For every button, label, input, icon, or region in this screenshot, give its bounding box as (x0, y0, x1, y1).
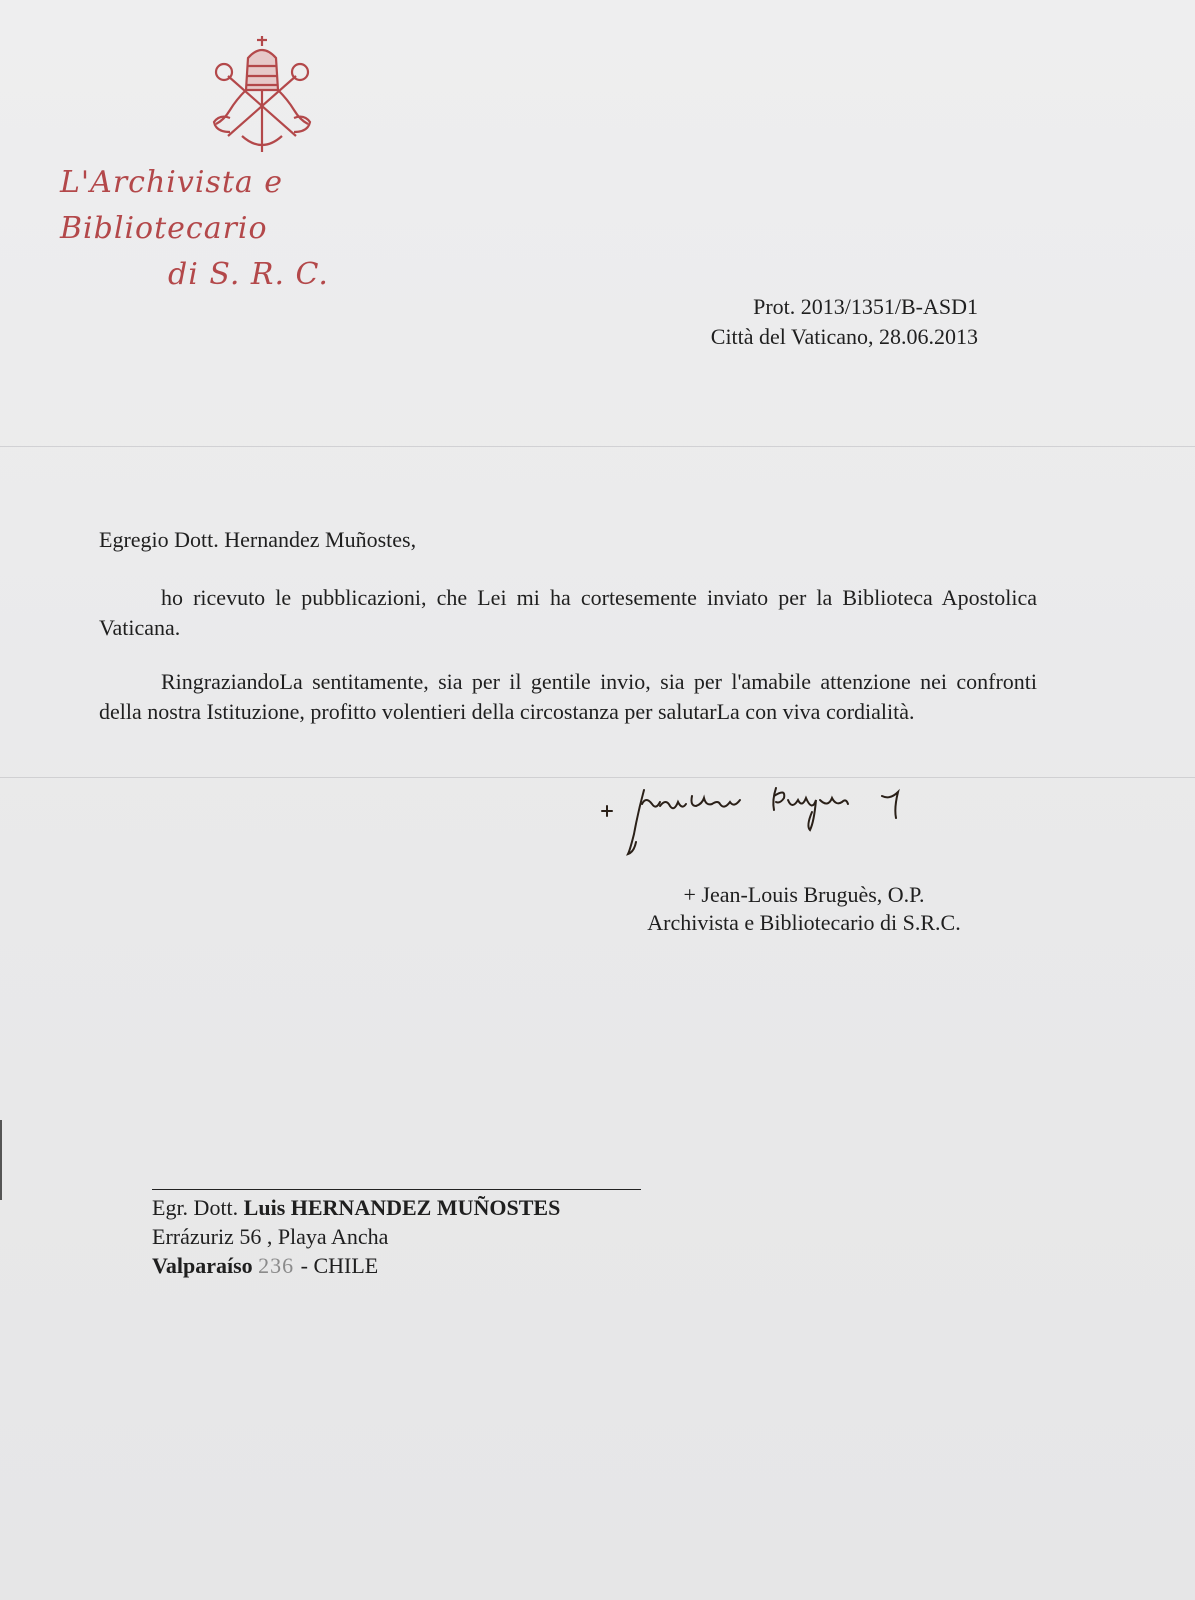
recipient-city-line (152, 1251, 560, 1280)
scan-edge-mark (0, 1120, 2, 1200)
place-date: Città del Vaticano, 28.06.2013 (710, 324, 978, 349)
recipient-city: Valparaíso (152, 1253, 253, 1278)
reference-block (600, 292, 978, 352)
protocol-number: Prot. 2013/1351/B-ASD1 (753, 294, 978, 319)
paper-fold-line (0, 777, 1195, 778)
papal-tiara-crossed-keys-icon (196, 28, 326, 158)
signer-block (604, 881, 1004, 937)
paper-fold-line (0, 446, 1195, 447)
letterhead-line-2: di S. R. C. (168, 257, 329, 292)
body-paragraph: ho ricevuto le pubblicazioni, che Lei mi ha cortesemente inviato per la Biblioteca Apostolica Vaticana. (99, 585, 1037, 640)
salutation: Egregio Dott. Hernandez Muñostes, (99, 527, 417, 552)
letterhead-line-1: L'Archivista e Bibliotecario (60, 165, 284, 246)
body-paragraph: RingraziandoLa sentitamente, sia per il gentile invio, sia per l'amabile attenzione nei confronti della nostra Istituzione, profitto volentieri della circostanza per salutarLa con viva cordialità. (99, 669, 1037, 724)
recipient-address (152, 1193, 560, 1280)
handwritten-signature (600, 782, 920, 882)
letterhead-office-title (60, 160, 480, 298)
signer-title: Archivista e Bibliotecario di S.R.C. (647, 910, 961, 935)
recipient-name-line (152, 1193, 560, 1222)
recipient-country: - CHILE (300, 1253, 379, 1278)
recipient-prefix: Egr. Dott. (152, 1195, 239, 1220)
recipient-name: Luis HERNANDEZ MUÑOSTES (243, 1195, 561, 1220)
recipient-postal-code: 236 (258, 1253, 301, 1278)
address-divider (152, 1189, 641, 1190)
signer-name: + Jean-Louis Bruguès, O.P. (683, 882, 925, 907)
recipient-street: Errázuriz 56 , Playa Ancha (152, 1224, 389, 1249)
